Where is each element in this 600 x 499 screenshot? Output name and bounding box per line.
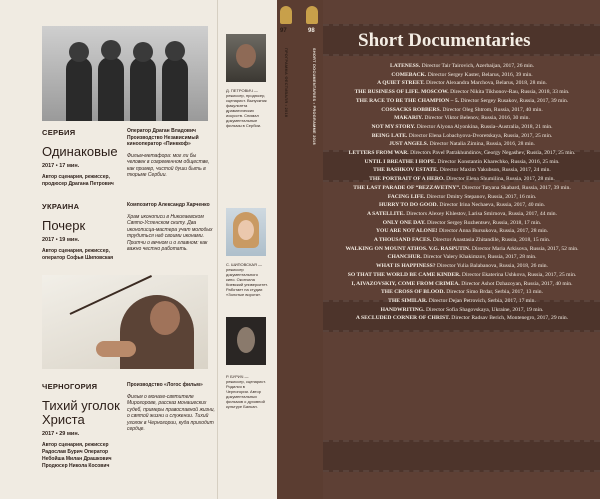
documentary-title: THE SIMILAR. [388,297,428,304]
documentary-entry [331,88,593,97]
film-date: 2017 • 19 мин. [42,237,80,243]
documentary-details: Director Elena Shumilina, Russia, 2017, 28 min. [446,176,555,183]
documentary-title: WALKING ON MOUNT ATHOS. V.G. RASPUTIN. [345,245,471,252]
director-bio: Р. БУРИЧ — режиссер, сценарист. Родился в Черногории. Автор документальных фильмов о духовной культуре Балкан. [226,374,266,409]
documentary-entry [331,262,593,271]
documentary-entry [331,166,593,175]
painter-face [150,301,180,335]
prisoners-photo [42,26,208,121]
documentary-title: THE CROSS OF BLOOD. [381,289,445,296]
documentary-title: COMEBACK. [391,71,427,78]
documentary-title: A SATELLITE. [366,210,405,217]
country-label: ЧЕРНОГОРИЯ [42,382,98,391]
documentary-entry [331,280,593,289]
documentary-entry [331,184,593,193]
documentary-details: Director Sofia Shagovskaya, Ukraine, 2017, 19 min. [425,306,544,313]
film-production: Оператор Драган Владович Производство Независимый кинооператор «Пинккоф» [127,128,199,147]
documentary-title: WHAT IS HAPPINESS? [376,263,436,270]
documentary-details: Directors Pavel Patrakhundinov, Georgy Negashev, Russia, 2017, 25 min. [410,150,576,157]
documentary-entry [331,71,593,80]
page-number: 97 [280,28,287,34]
documentary-entry [331,297,593,306]
documentary-entry [331,175,593,184]
figure [98,57,124,121]
documentary-details: Director Alyona Alyonkina, Russia–Australia, 2018, 21 min. [416,123,553,130]
documentary-entry [331,132,593,141]
documentary-entry [331,62,593,71]
documentary-entry [331,219,593,228]
documentary-entry [331,236,593,245]
film-production: Производство «Логос фильм» [127,382,203,388]
documentary-entry [331,227,593,236]
figure [130,57,156,121]
documentary-details: Director Sergey Rozhentsev, Russia, 2018, 17 min. [427,219,542,226]
film-credits: Автор сценария, режиссер, продюсер Драгана Петрович [42,174,114,187]
documentary-entry [331,245,593,254]
director-bio: С. ШИПОВСКАЯ — режиссер документального кино. Окончила Киевский университет. Работает на студии «Золотые ворота». [226,262,268,297]
documentary-entry [331,253,593,262]
portrait-face [237,327,255,353]
section-montenegro-info [127,382,215,433]
documentary-details: Director Oleg Shtrom, Russia, 2017, 40 min. [442,106,543,113]
director-strip [217,0,277,499]
figure [162,57,188,121]
figure-head [101,40,121,60]
figure-head [133,42,153,62]
documentary-details: Director Maxim Yakubson, Russia, 2017, 24 min. [439,167,551,174]
documentary-entry [331,140,593,149]
documentary-title: HANDWRITING. [380,306,425,313]
documentary-details: Director Dejan Petrovich, Serbia, 2017, 17 min. [428,297,536,304]
country-label: СЕРБИЯ [42,128,76,137]
documentary-title: MAKARIY. [394,115,423,122]
film-strip-decoration [323,440,600,472]
documentary-details: Directors Alexey Khlestov, Larisa Smirnova, Russia, 2017, 44 min. [406,210,558,217]
documentary-title: I, AIVAZOVSKIY, COME FROM CRIMEA. [351,280,460,287]
documentary-title: A QUIET STREET. [377,80,425,87]
documentary-title: THE LAST PARADE OF “BEZZAVETNY”. [353,184,461,191]
documentary-details: Director Anna Bursukova, Russia, 2017, 28 min. [438,228,549,235]
documentary-entry [331,288,593,297]
documentary-entry [331,114,593,123]
documentary-title: ONLY ONE DAY. [382,219,426,226]
documentary-list [331,62,593,323]
country-label: УКРАИНА [42,202,80,211]
documentary-entry [331,106,593,115]
documentary-title: THE BUSINESS OF LIFE. MOSCOW. [354,89,449,96]
documentary-details: Director Anastasia Zhitandile, Russia, 2018, 15 min. [432,237,551,244]
documentary-details: Director Alexandra Marchova, Belarus, 2018, 28 min. [426,80,547,87]
film-title: Почерк [42,218,86,233]
documentary-details: Director Dmitry Stepanov, Russia, 2017, 16 min. [426,193,537,200]
documentary-details: Director Sergey Kaster, Belarus, 2016, 39 min. [427,71,533,78]
documentary-entry [331,79,593,88]
documentary-title: BEING LATE. [371,132,408,139]
section-montenegro [42,382,127,470]
documentary-details: Director Elena Lobachyova-Dvoretskaya, Russia, 2017, 25 min. [408,132,553,139]
page-number: 98 [308,28,315,34]
documentary-details: Director Tair Tairovich, Azerbaijan, 2017, 26 min. [421,63,535,69]
documentary-details: Director Tatyana Skabard, Russia, 2017, 39 min. [461,184,571,191]
documentary-details: Director Viktor Belenov, Russia, 2016, 30 min. [424,115,530,122]
section-serbia [42,128,127,188]
documentary-title: YOU ARE NOT ALONE! [375,228,438,235]
documentary-entry [331,123,593,132]
documentary-details: Director Ashot Dzhazoyan, Russia, 2017, 40 min. [461,280,573,287]
section-ukraine-info [127,202,215,253]
documentary-details: Director Maria Arkisova, Russia, 2017, 52 min. [471,245,579,252]
figure-head [69,42,89,62]
director-portrait [226,208,266,256]
documentary-title: A SECLUDED CORNER OF CHRIST. [355,315,450,322]
documentary-entry [331,306,593,315]
documentary-title: LATENESS. [389,63,421,69]
documentary-details: Director Konstantin Kharechko, Russia, 2016, 25 min. [437,158,560,165]
film-date: 2017 • 29 мин. [42,431,80,437]
right-page [323,0,600,499]
documentary-title: JUST ANGELS. [389,141,429,148]
documentary-details: Director Simo Brdar, Serbia, 2017, 13 min. [446,289,543,296]
film-description: Храм иконописи в Николаевском Свято-Успенском скиту. Два иконописца-мастера учат молодых трудиться над своими иконами. Притчи о вечном и о главном: как важно честно работать. [127,213,213,252]
documentary-title: THE PORTRAIT OF A HERO. [369,176,445,183]
documentary-details: Director Irina Nechaeva, Russia, 2017, 40 min. [439,202,546,209]
documentary-details: Director Sergey Rusakov, Russia, 2017, 39 min. [460,97,569,104]
documentary-details: Director Natalia Zimina, Russia, 2016, 28 min. [429,141,535,148]
documentary-details: Director Nikita Tikhonov-Rau, Russia, 2018, 33 min. [450,89,570,96]
documentary-entry [331,210,593,219]
documentary-entry [331,158,593,167]
documentary-title: FACING LIFE. [387,193,426,200]
documentary-title: SO THAT THE WORLD BE CAME KINDER. [347,271,461,278]
documentary-details: Director Yulia Balabanova, Russia, 2018, 26 min. [436,263,548,270]
running-header: ПРОГРАММА ФЕСТИВАЛЯ • 2018 [284,48,288,118]
documentary-details: Director Valery Khakimzov, Russia, 2017, 28 min. [423,254,537,261]
film-description: Фильм-метафора: мог ли бы человек в современном обществе, как пример, чистой души быть в тюрьме Сербии. [127,152,210,178]
film-date: 2017 • 17 мин. [42,163,80,169]
figure [66,57,92,121]
painter-photo [42,275,208,369]
documentary-title: LETTERS FROM WAR. [348,150,409,157]
director-bio: Д. ПЕТРОВИЧ — режиссер, продюсер, сценарист. Выпускник факультета драматических искусств. Снимал документальные фильмы в Сербии. [226,88,267,128]
film-credits: Автор сценария, режиссер, оператор Софья Шиповская [42,248,114,261]
portrait-face [238,220,254,240]
film-title: Тихий уголок Христа [42,398,120,427]
director-portrait [226,317,266,365]
documentary-title: HURRY TO DO GOOD. [378,202,438,209]
film-title: Одинаковые [42,144,118,159]
documentary-entry [331,201,593,210]
festival-emblem-icon [306,6,318,24]
section-ukraine [42,202,127,262]
painter-hand [96,341,136,357]
documentary-title: UNTIL I BREATHE I HOPE. [364,158,437,165]
documentary-title: CHANCHUR. [387,254,422,261]
running-header: SHORT DOCUMENTARIES • PROGRAMME 2018 [312,48,316,145]
documentary-title: THE RACE TO BE THE CHAMPION – 5. [355,97,460,104]
figure-head [165,41,185,61]
documentary-entry [331,314,593,323]
documentary-title: NOT MY STORY. [371,123,416,130]
documentary-entry [331,193,593,202]
film-production: Композитор Александр Харченко [127,202,210,208]
documentary-details: Director Ekaterina Ushkova, Russia, 2017, 25 min. [461,271,577,278]
director-portrait [226,34,266,82]
documentary-title: COSSACKS ROBBERS. [381,106,441,113]
documentary-entry [331,271,593,280]
documentary-entry [331,149,593,158]
film-credits: Автор сценария, режиссер Радослав Бурич Оператор Небойша Милан Драшкович Продюсер Никола Косович [42,442,112,469]
portrait-face [236,44,256,68]
documentary-title: THE BASHKOV ESTATE. [373,167,439,174]
film-description: Фильм о монахе-святителе Мирогорове, рассказ монашеских судеб, примеры православной жизни, о святой жизни и служении. Тихий уголок в Черногории, куда приходит сердце. [127,393,215,432]
page-title: Short Documentaries [358,30,531,51]
documentary-entry [331,97,593,106]
festival-emblem-icon [280,6,292,24]
documentary-details: Director Radsav Berich, Montenegro, 2017, 29 min. [451,315,569,322]
section-serbia-info [127,128,215,179]
documentary-title: A THOUSAND FACES. [373,237,432,244]
